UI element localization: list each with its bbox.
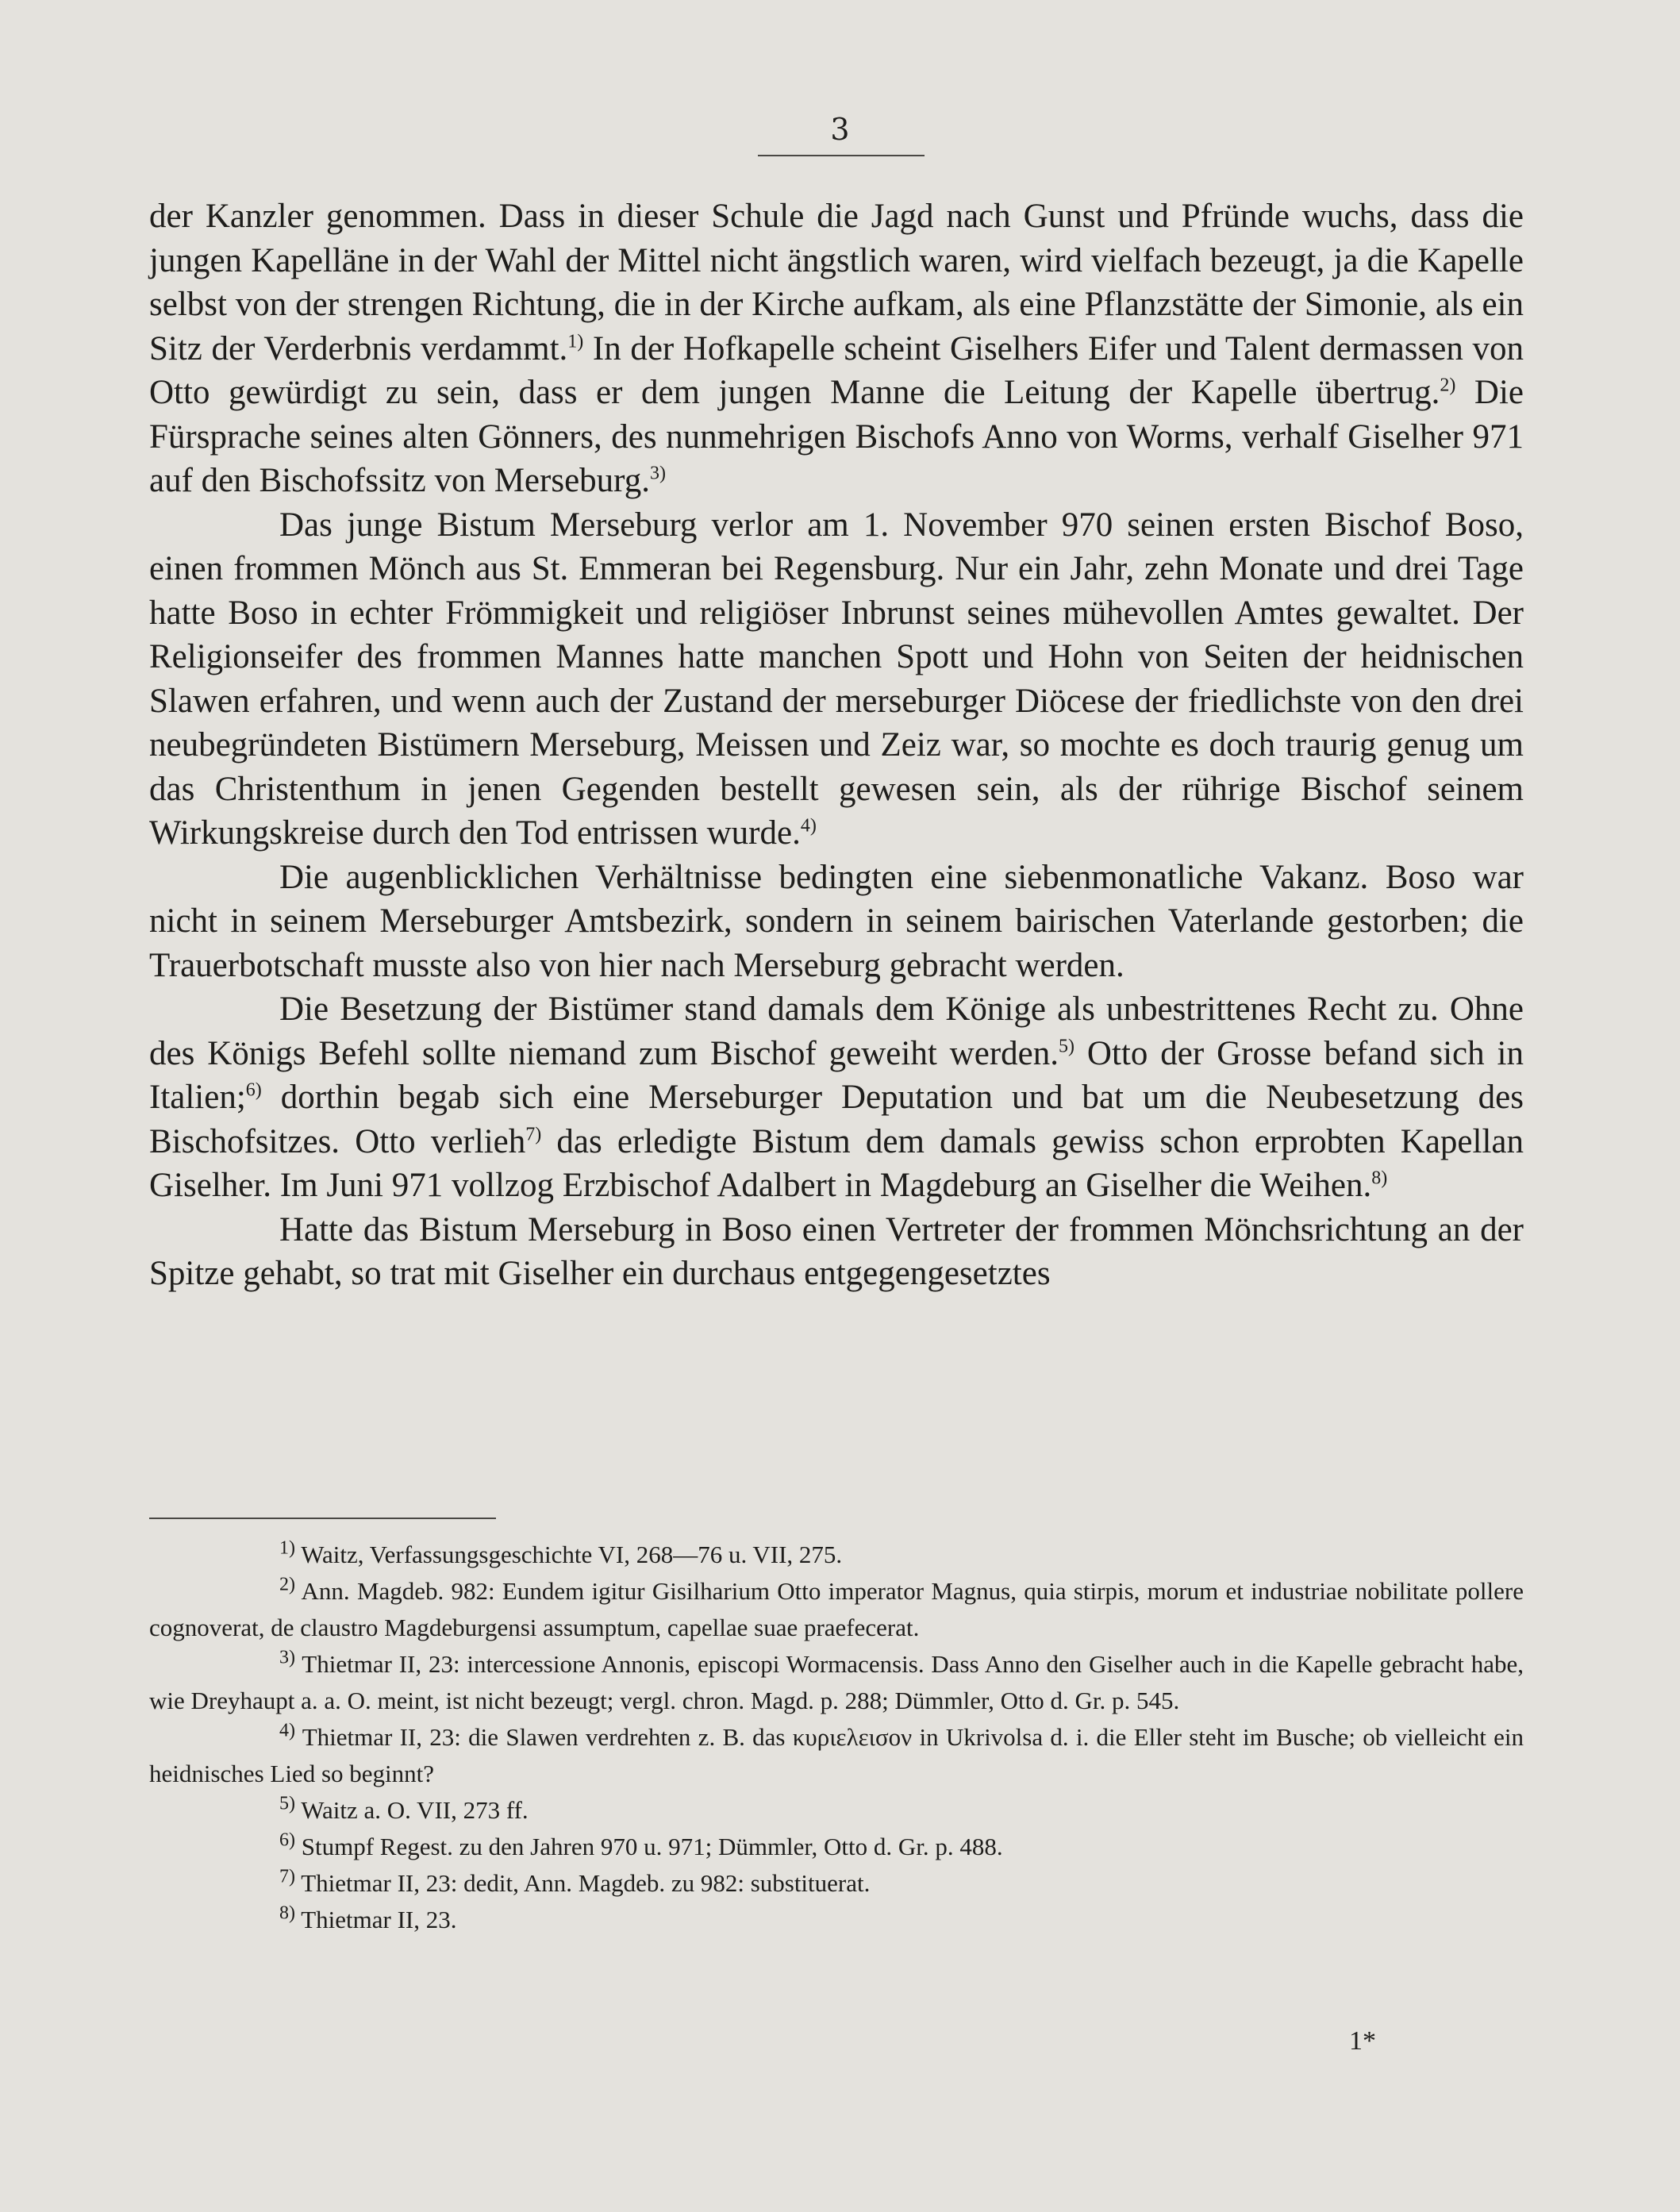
footnote-text: Thietmar II, 23. xyxy=(301,1906,457,1933)
paragraph-text: In der Hofkapelle scheint Giselhers Eifer und Talent dermassen von Otto gewürdigt zu sein, dass er dem jungen Manne die Leitung der Kapelle übertrug. xyxy=(149,329,1524,411)
footnote-mark: 1) xyxy=(279,1537,295,1559)
footnote-text: Stumpf Regest. zu den Jahren 970 u. 971; Dümmler, Otto d. Gr. p. 488. xyxy=(301,1833,1003,1860)
paragraph-2 xyxy=(149,503,1524,856)
paragraph-text: der Kanzler genommen. Dass in dieser Schule die Jagd nach Gunst und Pfründe wuchs, dass die jungen Kapelläne in der Wahl der Mittel nicht ängstlich waren, wird vielfach bezeugt, ja die Kapelle selbst von der strengen Richtung, die in der Kirche aufkam, als eine Pflanzstätte der Simonie, als ein Sitz der Verderbnis verdammt. xyxy=(149,198,1524,367)
footnote-mark: 8) xyxy=(279,1902,295,1924)
paragraph-text: Hatte das Bistum Merseburg in Boso einen Vertreter der frommen Mönchsrichtung an der Spitze gehabt, so trat mit Giselher ein durchaus entgegengesetztes xyxy=(149,1210,1524,1292)
footnote-text: Waitz, Verfassungsgeschichte VI, 268—76 u. VII, 275. xyxy=(301,1541,843,1568)
footnote-2 xyxy=(149,1573,1524,1646)
footnote-mark: 3) xyxy=(279,1647,295,1668)
footnotes xyxy=(149,1537,1524,1938)
footnote-ref: 4) xyxy=(800,815,817,837)
footnote-text: Thietmar II, 23: die Slawen verdrehten z. B. das κυριελεισον in Ukrivolsa d. i. die Eller steht im Busche; ob vielleicht ein heidnisches Lied so beginnt? xyxy=(149,1723,1524,1787)
footnote-mark: 7) xyxy=(279,1866,295,1887)
footnote-ref: 1) xyxy=(567,331,584,352)
paragraph-1 xyxy=(149,194,1524,503)
footnote-6 xyxy=(149,1829,1524,1865)
footnote-8 xyxy=(149,1902,1524,1938)
footnote-mark: 4) xyxy=(279,1720,295,1741)
footnote-1 xyxy=(149,1537,1524,1573)
paragraph-text: Die Besetzung der Bistümer stand damals dem Könige als unbestrittenes Recht zu. Ohne des Königs Befehl sollte niemand zum Bischof geweiht werden. xyxy=(149,991,1524,1072)
footnote-text: Waitz a. O. VII, 273 ff. xyxy=(301,1796,529,1824)
paragraph-text: Das junge Bistum Merseburg verlor am 1. November 970 seinen ersten Bischof Boso, einen frommen Mönch aus St. Emmeran bei Regensburg. Nur ein Jahr, zehn Monate und drei Tage hatte Boso in echter Frömmigkeit und religiöser Inbrunst seines mühevollen Amtes gewaltet. Der Religionseifer des frommen Mannes hatte manchen Spott und Hohn von Seiten der heidnischen Slawen erfahren, und wenn auch der Zustand der merseburger Diöcese der friedlichste von den drei neubegründeten Bistümern Merseburg, Meissen und Zeiz war, so mochte es doch traurig genug um das Christenthum in jenen Gegenden bestellt gewesen sein, als der rührige Bischof seinem Wirkungskreise durch den Tod entrissen wurde. xyxy=(149,506,1524,852)
footnote-5 xyxy=(149,1792,1524,1829)
paragraph-text: das erledigte Bistum dem damals gewiss schon erprobten Kapellan Giselher. Im Juni 971 vollzog Erzbischof Adalbert in Magdeburg an Giselher die Weihen. xyxy=(149,1122,1524,1204)
footnote-mark: 2) xyxy=(279,1574,295,1595)
paragraph-text: Die augenblicklichen Verhältnisse bedingten eine siebenmonatliche Vakanz. Boso war nicht in seinem Merseburger Amtsbezirk, sondern in seinem bairischen Vaterlande gestorben; die Trauerbotschaft musste also von hier nach Merseburg gebracht werden. xyxy=(149,858,1524,984)
footnote-separator xyxy=(149,1518,496,1519)
paragraph-text: dorthin begab sich eine Merseburger Deputation und bat um die Neubesetzung des Bischofsitzes. Otto verlieh xyxy=(149,1079,1524,1160)
footnote-mark: 5) xyxy=(279,1793,295,1814)
signature-mark: 1* xyxy=(1349,2026,1376,2056)
page-number-rule xyxy=(758,155,925,156)
paragraph-text: Die Fürsprache seines alten Gönners, des nunmehrigen Bischofs Anno von Worms, verhalf Giselher 971 auf den Bischofssitz von Merseburg. xyxy=(149,374,1524,499)
footnote-text: Thietmar II, 23: dedit, Ann. Magdeb. zu 982: substituerat. xyxy=(301,1869,871,1897)
paragraph-3 xyxy=(149,856,1524,988)
paragraph-text: Otto der Grosse befand sich in Italien; xyxy=(149,1034,1524,1116)
footnote-ref: 7) xyxy=(525,1124,542,1145)
main-text xyxy=(149,194,1524,1296)
footnote-7 xyxy=(149,1865,1524,1902)
footnote-ref: 5) xyxy=(1058,1036,1075,1057)
footnote-text: Thietmar II, 23: intercessione Annonis, episcopi Wormacensis. Dass Anno den Giselher auch in die Kapelle gebracht habe, wie Dreyhaupt a. a. O. meint, ist nicht bezeugt; vergl. chron. Magd. p. 288; Dümmler, Otto d. Gr. p. 545. xyxy=(149,1650,1524,1714)
footnote-4 xyxy=(149,1719,1524,1792)
footnote-mark: 6) xyxy=(279,1829,295,1851)
footnote-ref: 6) xyxy=(245,1079,262,1101)
footnote-ref: 2) xyxy=(1440,375,1456,396)
paragraph-4 xyxy=(149,987,1524,1208)
page-number: 3 xyxy=(830,112,850,147)
footnote-3 xyxy=(149,1646,1524,1719)
paragraph-5 xyxy=(149,1208,1524,1296)
footnote-ref: 8) xyxy=(1371,1168,1388,1189)
footnote-ref: 3) xyxy=(649,463,666,484)
footnote-text: Ann. Magdeb. 982: Eundem igitur Gisilharium Otto imperator Magnus, quia stirpis, morum et industriae nobilitate pollere cognoverat, de claustro Magdeburgensi assumptum, capellae suae praefecerat. xyxy=(149,1577,1524,1641)
